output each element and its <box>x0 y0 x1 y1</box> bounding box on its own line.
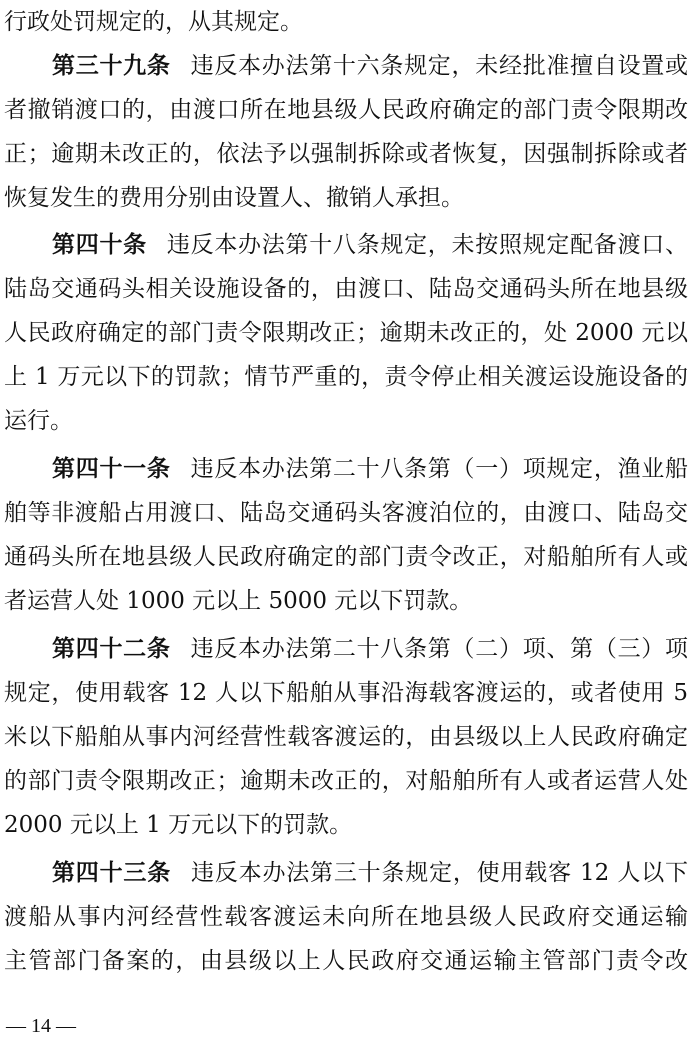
article-40-line-3: 人民政府确定的部门责令限期改正；逾期未改正的，处 2000 元以 <box>4 320 688 346</box>
article-41-heading: 第四十一条 <box>52 456 171 482</box>
article-40-line-5: 运行。 <box>4 408 73 434</box>
article-39-heading: 第三十九条 <box>52 53 171 79</box>
lead-in-line: 行政处罚规定的，从其规定。 <box>4 9 303 35</box>
article-39-line-3: 正；逾期未改正的，依法予以强制拆除或者恢复，因强制拆除或者 <box>4 141 688 167</box>
article-39-line-4: 恢复发生的费用分别由设置人、撤销人承担。 <box>4 185 464 211</box>
article-42-heading: 第四十二条 <box>52 636 171 662</box>
article-42-line-3: 米以下船舶从事内河经营性载客渡运的，由县级以上人民政府确定 <box>4 724 688 750</box>
article-40-line-2: 陆岛交通码头相关设施设备的，由渡口、陆岛交通码头所在地县级 <box>4 276 688 302</box>
article-42-line-5: 2000 元以上 1 万元以下的罚款。 <box>4 812 353 838</box>
article-39-line-1: 第三十九条 违反本办法第十六条规定，未经批准擅自设置或 <box>52 53 689 79</box>
article-40-heading: 第四十条 <box>52 232 147 258</box>
article-43-line-3: 主管部门备案的，由县级以上人民政府交通运输主管部门责令改 <box>4 948 688 974</box>
article-41-line-2: 舶等非渡船占用渡口、陆岛交通码头客渡泊位的，由渡口、陆岛交 <box>4 500 688 526</box>
article-41-line-3: 通码头所在地县级人民政府确定的部门责令改正，对船舶所有人或 <box>4 544 688 570</box>
article-43-line-2: 渡船从事内河经营性载客渡运未向所在地县级人民政府交通运输 <box>4 904 688 930</box>
article-42-line-2: 规定，使用载客 12 人以下船舶从事沿海载客渡运的，或者使用 5 <box>4 680 688 706</box>
article-41-line-4: 者运营人处 1000 元以上 5000 元以下罚款。 <box>4 588 473 614</box>
article-42-line-4: 的部门责令限期改正；逾期未改正的，对船舶所有人或者运营人处 <box>4 768 688 794</box>
article-40-line-1: 第四十条 违反本办法第十八条规定，未按照规定配备渡口、 <box>52 232 689 258</box>
article-43-heading: 第四十三条 <box>52 860 172 886</box>
article-43-line-1: 第四十三条 违反本办法第三十条规定，使用载客 12 人以下 <box>52 860 689 886</box>
article-42-line-1: 第四十二条 违反本办法第二十八条第（二）项、第（三）项 <box>52 636 689 662</box>
page-number: — 14 — <box>6 1015 76 1037</box>
article-39-line-2: 者撤销渡口的，由渡口所在地县级人民政府确定的部门责令限期改 <box>4 97 688 123</box>
article-40-line-4: 上 1 万元以下的罚款；情节严重的，责令停止相关渡运设施设备的 <box>4 364 688 390</box>
article-41-line-1: 第四十一条 违反本办法第二十八条第（一）项规定，渔业船 <box>52 456 689 482</box>
